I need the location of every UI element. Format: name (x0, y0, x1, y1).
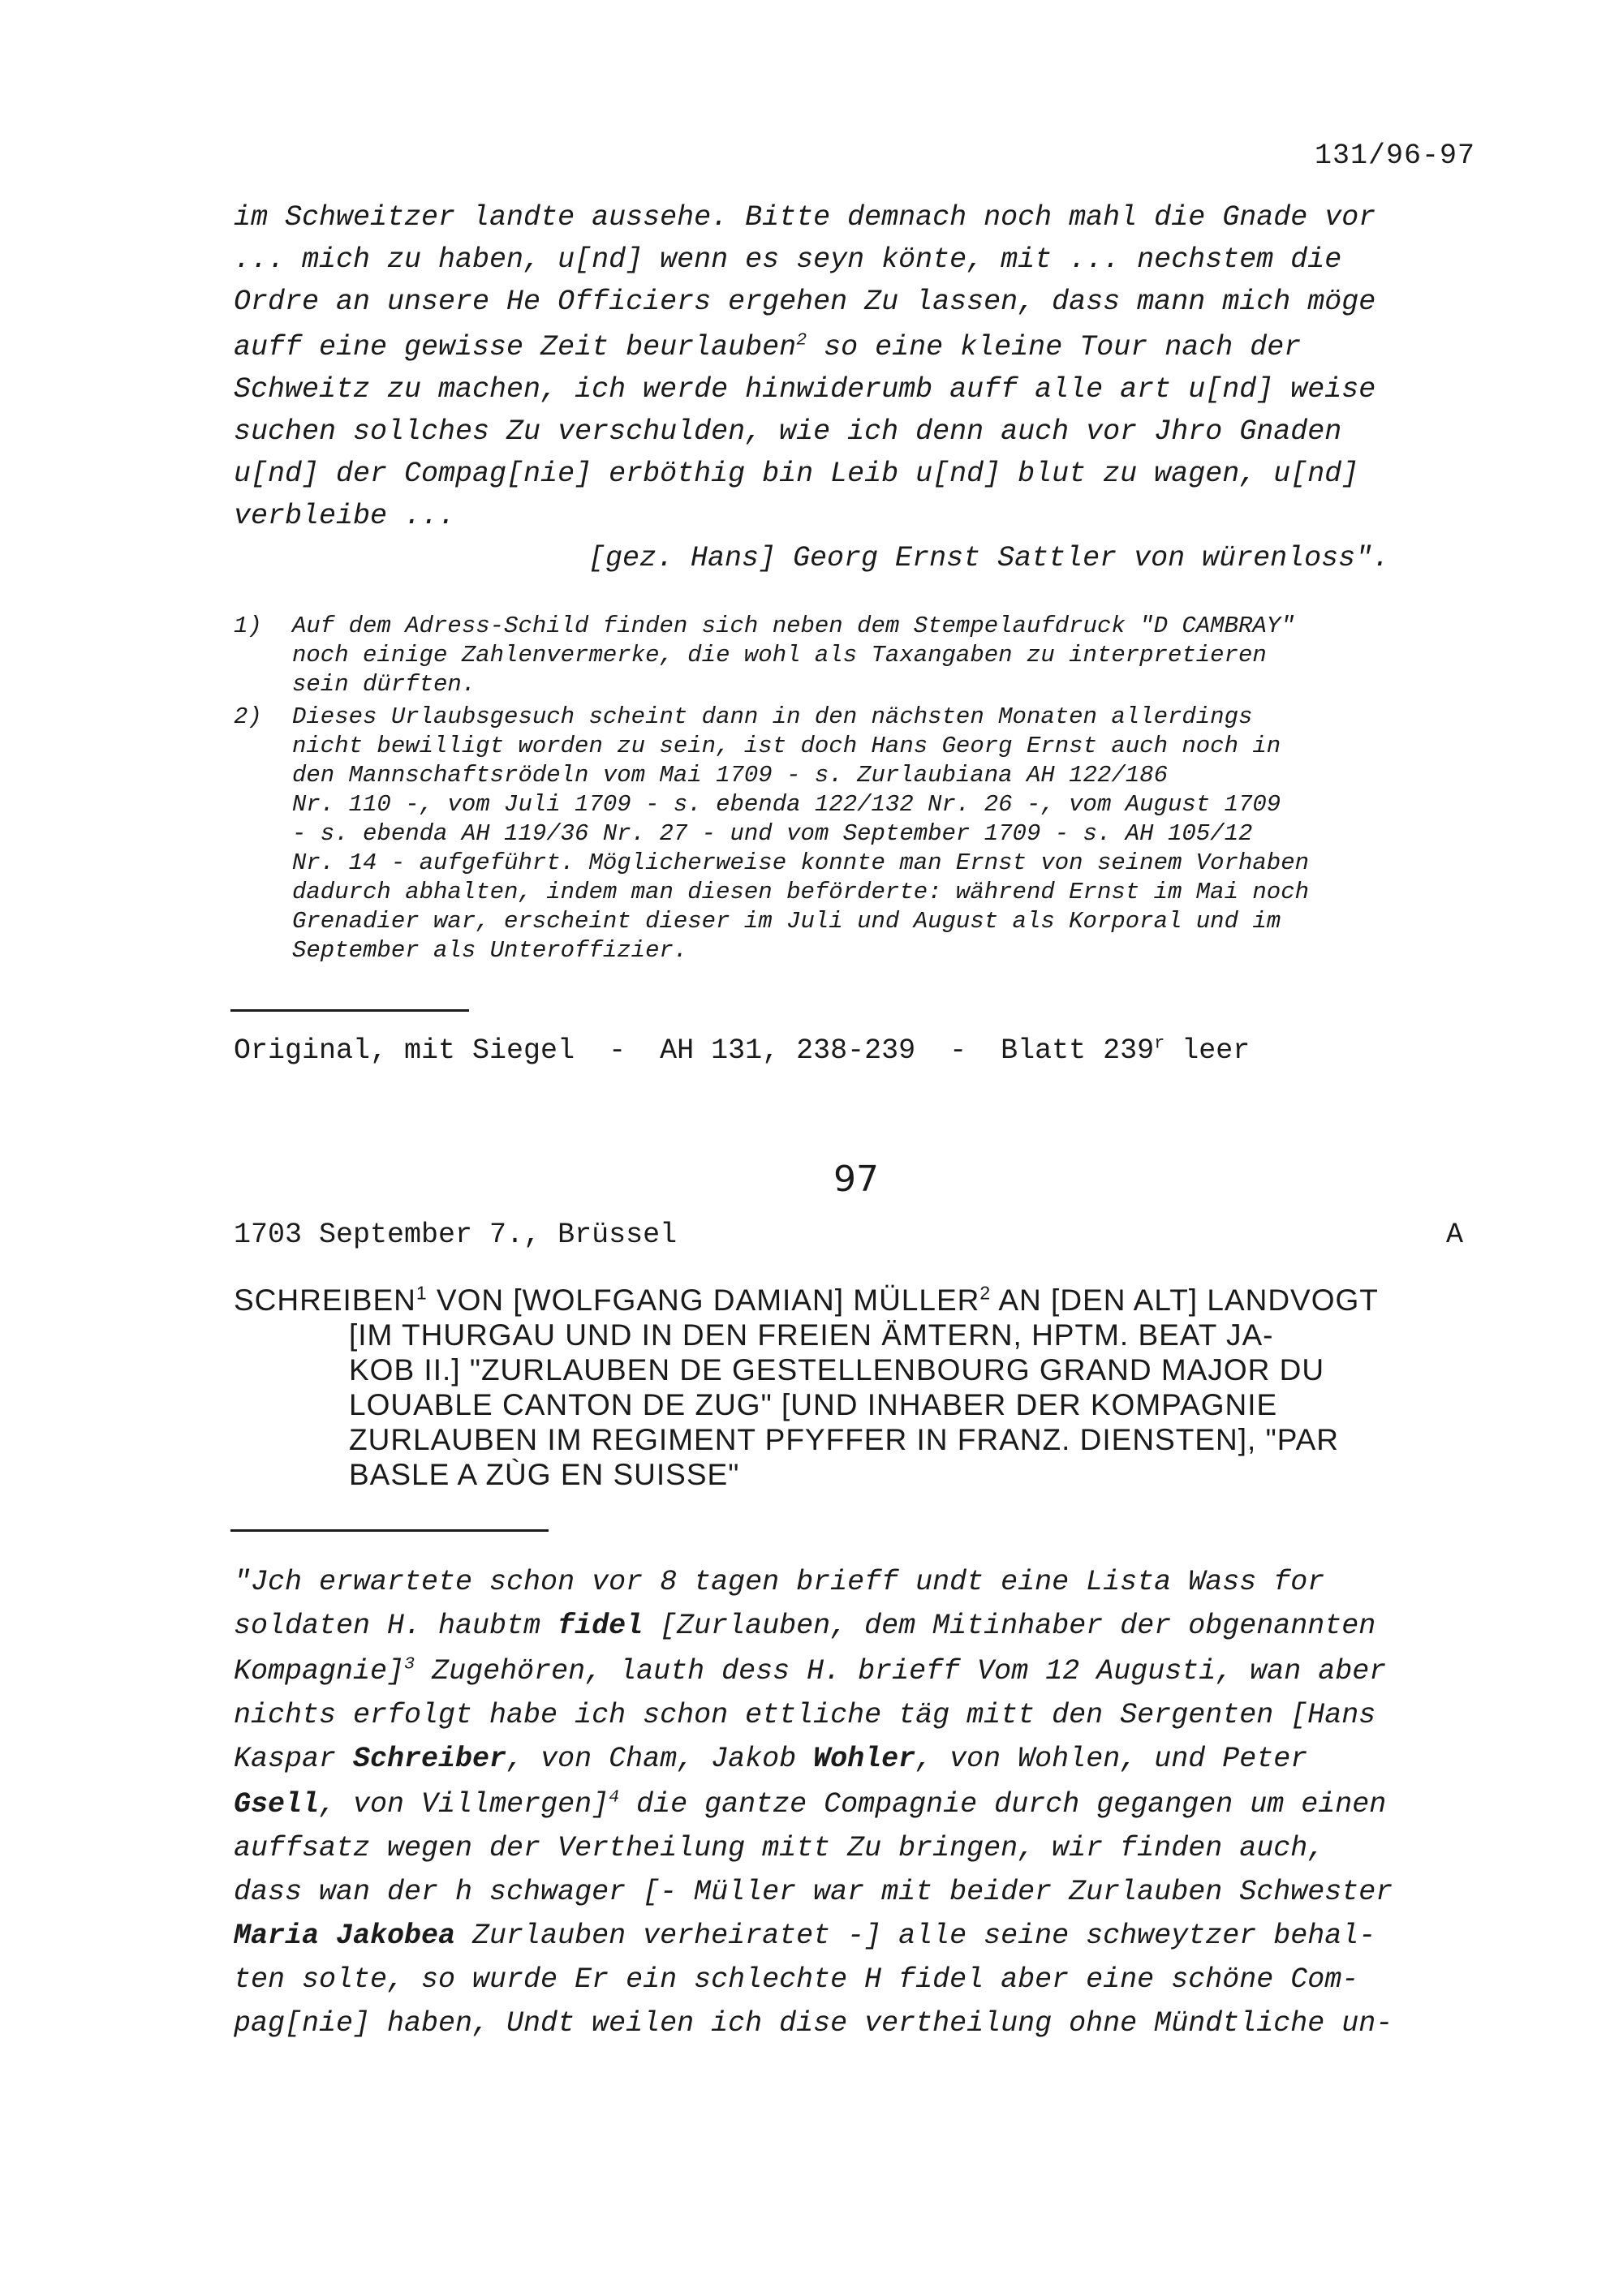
section-divider (230, 1009, 469, 1012)
text-line (234, 1788, 1386, 1821)
signature-line: [gez. Hans] Georg Ernst Sattler von würenloss". (588, 542, 1390, 574)
text-segment: SCHREIBEN (234, 1283, 416, 1317)
footnote-line: Nr. 14 - aufgeführt. Möglicherweise konnte man Ernst von seinem Vorhaben (292, 849, 1310, 876)
section-divider (230, 1529, 549, 1532)
text-segment: , von Wohlen, und Peter (915, 1743, 1308, 1775)
document-letter: A (1446, 1219, 1464, 1251)
text-line (234, 331, 1301, 363)
text-segment: , von Cham, Jakob (506, 1743, 814, 1775)
person-name: Gsell (234, 1788, 320, 1821)
text-line: Schweitz zu machen, ich werde hinwiderumb auff alle art u[nd] weise (234, 373, 1376, 406)
person-name: fidel (558, 1610, 644, 1642)
text-segment: VON [WOLFGANG DAMIAN] MÜLLER (427, 1283, 980, 1317)
footnote-line: Dieses Urlaubsgesuch scheint dann in den nächsten Monaten allerdings (292, 703, 1253, 730)
footnote-ref: 2 (979, 1282, 992, 1304)
heading-line: KOB II.] "ZURLAUBEN DE GESTELLENBOURG GRAND MAJOR DU (349, 1353, 1325, 1387)
text-segment: Kaspar (234, 1743, 354, 1775)
text-segment: Zurlauben verheiratet -] alle seine schweytzer behal- (455, 1920, 1376, 1952)
text-line: nichts erfolgt habe ich schon ettliche täg mitt den Sergenten [Hans (234, 1699, 1376, 1731)
footnote-line: sein dürften. (292, 671, 476, 698)
superscript: r (1154, 1033, 1165, 1054)
text-line (234, 1610, 1375, 1642)
text-line: auffsatz wegen der Vertheilung mitt Zu bringen, wir finden auch, (234, 1832, 1325, 1864)
footnote-line: dadurch abhalten, indem man diesen beförderte: während Ernst im Mai noch (292, 879, 1310, 905)
footnote-line: - s. ebenda AH 119/36 Nr. 27 - und vom September 1709 - s. AH 105/12 (292, 820, 1253, 847)
text-segment: so eine kleine Tour nach der (807, 331, 1302, 363)
text-segment: Kompagnie] (234, 1655, 405, 1688)
footnote-number: 1) (234, 613, 262, 639)
text-segment: auff eine gewisse Zeit beurlauben (234, 331, 797, 363)
footnote-ref: 4 (609, 1786, 620, 1808)
heading-line: LOUABLE CANTON DE ZUG" [UND INHABER DER KOMPAGNIE (349, 1388, 1278, 1421)
text-segment: soldaten H. haubtm (234, 1610, 558, 1642)
text-line: ten solte, so wurde Er ein schlechte H fidel aber eine schöne Com- (234, 1963, 1359, 1996)
page-reference: 131/96-97 (1314, 140, 1475, 172)
text-line: ... mich zu haben, u[nd] wenn es seyn könte, mit ... nechstem die (234, 243, 1342, 276)
heading-line: ZURLAUBEN IM REGIMENT PFYFFER IN FRANZ. DIENSTEN], "PAR (349, 1423, 1340, 1456)
text-segment: die gantze Compagnie durch gegangen um einen (619, 1788, 1387, 1821)
text-line: dass wan der h schwager [- Müller war mit beider Zurlauben Schwester (234, 1876, 1393, 1908)
text-segment: Zugehören, lauth dess H. brieff Vom 12 Augusti, wan aber (415, 1655, 1387, 1688)
text-segment: leer (1165, 1034, 1251, 1067)
document-number: 97 (833, 1159, 879, 1200)
footnotes (0, 613, 1623, 986)
text-line: im Schweitzer landte aussehe. Bitte demnach noch mahl die Gnade vor (234, 201, 1376, 234)
document-heading (234, 1283, 1613, 1494)
source-note (234, 1034, 1250, 1067)
footnote-line: September als Unteroffizier. (292, 937, 688, 964)
person-name: Maria Jakobea (234, 1920, 456, 1952)
footnote-line: Grenadier war, erscheint dieser im Juli und August als Korporal und im (292, 908, 1281, 935)
heading-line (234, 1283, 1379, 1318)
heading-line: BASLE A ZÙG EN SUISSE" (349, 1458, 740, 1491)
footnote-ref: 1 (415, 1282, 428, 1304)
text-segment: Original, mit Siegel - AH 131, 238-239 - Blatt 239 (234, 1034, 1155, 1067)
document-dateline: 1703 September 7., Brüssel (234, 1219, 678, 1251)
footnote-line: Auf dem Adress-Schild finden sich neben dem Stempelaufdruck "D CAMBRAY" (292, 613, 1295, 639)
footnote-line: Nr. 110 -, vom Juli 1709 - s. ebenda 122/132 Nr. 26 -, vom August 1709 (292, 791, 1281, 818)
person-name: Wohler (813, 1743, 916, 1775)
heading-line: [IM THURGAU UND IN DEN FREIEN ÄMTERN, HPTM. BEAT JA- (349, 1318, 1274, 1352)
footnote-ref: 2 (796, 329, 807, 350)
text-line: verbleibe ... (234, 500, 456, 532)
text-line: u[nd] der Compag[nie] erböthig bin Leib u[nd] blut zu wagen, u[nd] (234, 458, 1359, 490)
text-line: Ordre an unsere He Officiers ergehen Zu lassen, dass mann mich möge (234, 286, 1376, 318)
text-line (234, 1743, 1307, 1775)
text-line (234, 1655, 1386, 1688)
footnote-number: 2) (234, 703, 262, 730)
text-line: "Jch erwartete schon vor 8 tagen brieff undt eine Lista Wass for (234, 1566, 1325, 1598)
footnote-line: den Mannschaftsrödeln vom Mai 1709 - s. Zurlaubiana AH 122/186 (292, 762, 1168, 789)
person-name: Schreiber (353, 1743, 507, 1775)
text-line: pag[nie] haben, Undt weilen ich dise vertheilung ohne Mündtliche un- (234, 2007, 1393, 2040)
text-segment: AN [DEN ALT] LANDVOGT (991, 1283, 1379, 1317)
text-line (234, 1920, 1375, 1952)
text-line: suchen sollches Zu verschulden, wie ich denn auch vor Jhro Gnaden (234, 415, 1342, 448)
footnote-ref: 3 (404, 1653, 415, 1675)
footnote-line: noch einige Zahlenvermerke, die wohl als Taxangaben zu interpretieren (292, 642, 1267, 669)
footnote-line: nicht bewilligt worden zu sein, ist doch Hans Georg Ernst auch noch in (292, 733, 1281, 759)
text-segment: , von Villmergen] (319, 1788, 609, 1821)
text-segment: [Zurlauben, dem Mitinhaber der obgenannten (643, 1610, 1376, 1642)
